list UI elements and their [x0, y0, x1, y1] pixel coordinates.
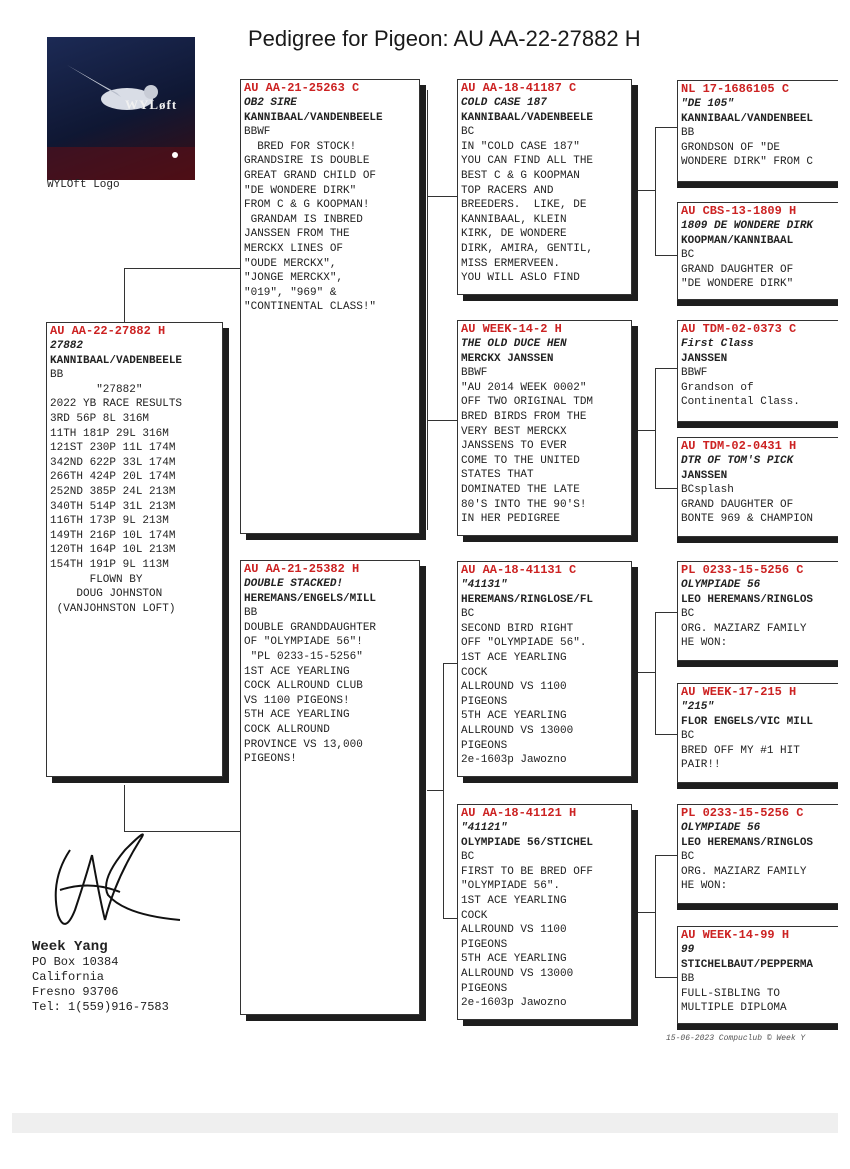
connector-line — [655, 734, 677, 735]
connector-line — [427, 420, 457, 421]
great-grandparent-card — [677, 926, 838, 1024]
strain: JANSSEN — [681, 469, 728, 482]
pigeon-name: "41131" — [461, 579, 508, 591]
connector-line — [124, 268, 125, 323]
color: BB — [244, 607, 258, 620]
color: BB — [681, 973, 695, 986]
connector-line — [655, 368, 656, 488]
owner-name: Week Yang — [32, 939, 108, 955]
scan-edge — [12, 1113, 838, 1133]
ring-number: AU WEEK-14-99 H — [681, 928, 790, 942]
ring-number: AU CBS-13-1809 H — [681, 204, 797, 218]
pigeon-name: DOUBLE STACKED! — [244, 578, 344, 590]
color: BC — [461, 126, 475, 139]
color: BC — [681, 249, 695, 262]
ring-number: AU AA-18-41131 C — [461, 563, 577, 577]
notes: FIRST TO BE BRED OFF "OLYMPIADE 56". 1ST ACE YEARLING COCK ALLROUND VS 1100 PIGEONS 5TH ACE YEARLING ALLROUND VS 13000 PIGEONS 2e-1603p Jawozno — [461, 865, 594, 1010]
pigeon-name: OLYMPIADE 56 — [681, 579, 761, 591]
notes: SECOND BIRD RIGHT OFF "OLYMPIADE 56". 1ST ACE YEARLING COCK ALLROUND VS 1100 PIGEONS 5TH ACE YEARLING ALLROUND VS 13000 PIGEONS 2e-1603p Jawozno — [461, 622, 587, 767]
connector-line — [427, 90, 428, 530]
connector-line — [655, 855, 677, 856]
owner-block — [32, 940, 169, 1015]
connector-line — [655, 612, 656, 734]
logo-caption: WYLOft Logo — [47, 179, 120, 191]
notes: Grandson of Continental Class. — [681, 381, 800, 409]
great-grandparent-card — [677, 202, 838, 300]
strain: HEREMANS/RINGLOSE/FL — [461, 593, 594, 606]
notes: IN "COLD CASE 187" YOU CAN FIND ALL THE BEST C & G KOOPMAN TOP RACERS AND BREEDERS. LIKE, DE KANNIBAAL, KLEIN KIRK, DE WONDERE DIRK, AMIRA, GENTIL, MISS ERMERVEEN. YOU WILL ASLO FIND — [461, 140, 594, 285]
great-grandparent-card — [677, 804, 838, 904]
color: BB — [50, 369, 64, 382]
ring-number: AU AA-21-25382 H — [244, 562, 360, 576]
ring-number: AU WEEK-14-2 H — [461, 322, 562, 336]
strain: OLYMPIADE 56/STICHEL — [461, 836, 594, 849]
notes: ORG. MAZIARZ FAMILY HE WON: — [681, 865, 807, 893]
notes: FULL-SIBLING TO MULTIPLE DIPLOMA — [681, 987, 787, 1015]
loft-logo — [47, 37, 195, 180]
pigeon-name: 27882 — [50, 340, 84, 352]
strain: MERCKX JANSSEN — [461, 352, 554, 365]
granddam-sire-side-card — [457, 320, 632, 536]
strain: KANNIBAAL/VANDENBEELE — [244, 111, 383, 124]
connector-line — [638, 672, 655, 673]
great-grandparent-card — [677, 683, 838, 783]
notes: BRED FOR STOCK! GRANDSIRE IS DOUBLE GREAT GRAND CHILD OF "DE WONDERE DIRK" FROM C & G KOOPMAN! GRANDAM IS INBRED JANSSEN FROM THE MERCKX LINES OF "OUDE MERCKX", "JONGE MERCKX", "019", "969" & "CONTINENTAL CLASS!" — [244, 140, 377, 314]
footer-credit: 15-06-2023 Compuclub © Week Y — [666, 1034, 806, 1043]
great-grandparent-card — [677, 561, 838, 661]
strain: KANNIBAAL/VADENBEELE — [461, 111, 594, 124]
color: BC — [461, 608, 475, 621]
strain: KOOPMAN/KANNIBAAL — [681, 234, 794, 247]
strain: LEO HEREMANS/RINGLOS — [681, 836, 814, 849]
connector-line — [443, 918, 457, 919]
color: BBWF — [461, 367, 488, 380]
ring-number: AU TDM-02-0431 H — [681, 439, 797, 453]
color: BB — [681, 127, 695, 140]
connector-line — [443, 663, 457, 664]
ring-number: AU TDM-02-0373 C — [681, 322, 797, 336]
ring-number: AU WEEK-17-215 H — [681, 685, 797, 699]
great-grandparent-card — [677, 80, 838, 182]
strain: KANNIBAAL/VADENBEELE — [50, 354, 183, 367]
strain: FLOR ENGELS/VIC MILL — [681, 715, 814, 728]
notes: BRED OFF MY #1 HIT PAIR!! — [681, 744, 800, 772]
color: BC — [681, 851, 695, 864]
notes: GRAND DAUGHTER OF "DE WONDERE DIRK" — [681, 263, 794, 291]
connector-line — [427, 790, 443, 791]
notes: ORG. MAZIARZ FAMILY HE WON: — [681, 622, 807, 650]
subject-pigeon-card — [46, 322, 223, 777]
connector-line — [655, 488, 677, 489]
connector-line — [655, 255, 677, 256]
pigeon-name: "DE 105" — [681, 98, 734, 110]
pigeon-name: OB2 SIRE — [244, 97, 297, 109]
color: BBWF — [244, 126, 271, 139]
connector-line — [124, 268, 240, 269]
pigeon-name: First Class — [681, 338, 754, 350]
ring-number: AU AA-18-41187 C — [461, 81, 577, 95]
color: BBWF — [681, 367, 708, 380]
strain: HEREMANS/ENGELS/MILL — [244, 592, 377, 605]
notes: "27882" 2022 YB RACE RESULTS 3RD 56P 8L 316M 11TH 181P 29L 316M 121ST 230P 11L 174M 342ND 622P 33L 174M 266TH 424P 20L 174M 252ND 385P 24L 213M 340TH 514P 31L 213M 116TH 173P 9L 213M 149TH 216P 10L 174M 120TH 164P 10L 213M 154TH 191P 9L 113M FLOWN BY DOUG JOHNSTON (VANJOHNSTON LOFT) — [50, 383, 183, 615]
granddam-dam-side-card — [457, 804, 632, 1020]
pigeon-name: DTR OF TOM'S PICK — [681, 455, 794, 467]
page-title: Pedigree for Pigeon: AU AA-22-27882 H — [248, 26, 641, 51]
pigeon-name: "41121" — [461, 822, 508, 834]
ring-number: PL 0233-15-5256 C — [681, 806, 804, 820]
ring-number: AU AA-21-25263 C — [244, 81, 360, 95]
ring-number: PL 0233-15-5256 C — [681, 563, 804, 577]
grandsire-sire-side-card — [457, 79, 632, 295]
connector-line — [638, 190, 655, 191]
connector-line — [655, 612, 677, 613]
connector-line — [655, 127, 656, 255]
ring-number: AU AA-22-27882 H — [50, 324, 166, 338]
great-grandparent-card — [677, 437, 838, 537]
pigeon-name: THE OLD DUCE HEN — [461, 338, 567, 350]
connector-line — [638, 430, 655, 431]
connector-line — [655, 368, 677, 369]
notes: "AU 2014 WEEK 0002" OFF TWO ORIGINAL TDM BRED BIRDS FROM THE VERY BEST MERCKX JANSSENS TO EVER COME TO THE UNITED STATES THAT DOMINATED THE LATE 80'S INTO THE 90'S! IN HER PEDIGREE — [461, 381, 594, 526]
color: BC — [461, 851, 475, 864]
connector-line — [655, 977, 677, 978]
strain: STICHELBAUT/PEPPERMA — [681, 958, 814, 971]
color: BCsplash — [681, 484, 734, 497]
notes: GRONDSON OF "DE WONDERE DIRK" FROM C — [681, 141, 814, 169]
pigeon-name: 1809 DE WONDERE DIRK — [681, 220, 814, 232]
dam-card — [240, 560, 420, 1015]
grandsire-dam-side-card — [457, 561, 632, 777]
connector-line — [443, 663, 444, 918]
strain: JANSSEN — [681, 352, 728, 365]
strain: KANNIBAAL/VANDENBEEL — [681, 112, 814, 125]
connector-line — [427, 196, 457, 197]
great-grandparent-card — [677, 320, 838, 422]
connector-line — [655, 127, 677, 128]
handwritten-signature — [30, 820, 190, 940]
sire-card — [240, 79, 420, 534]
strain: LEO HEREMANS/RINGLOS — [681, 593, 814, 606]
notes: GRAND DAUGHTER OF BONTE 969 & CHAMPION — [681, 498, 814, 526]
color: BC — [681, 608, 695, 621]
color: BC — [681, 730, 695, 743]
owner-address: PO Box 10384 California Fresno 93706 Tel: 1(559)916-7583 — [32, 955, 169, 1014]
notes: DOUBLE GRANDDAUGHTER OF "OLYMPIADE 56"! "PL 0233-15-5256" 1ST ACE YEARLING COCK ALLROUND CLUB VS 1100 PIGEONS! 5TH ACE YEARLING COCK ALLROUND PROVINCE VS 13,000 PIGEONS! — [244, 621, 377, 766]
connector-line — [655, 855, 656, 977]
pigeon-name: 99 — [681, 944, 695, 956]
pigeon-name: COLD CASE 187 — [461, 97, 547, 109]
connector-line — [638, 912, 655, 913]
ring-number: NL 17-1686105 C — [681, 82, 790, 96]
pigeon-name: OLYMPIADE 56 — [681, 822, 761, 834]
ring-number: AU AA-18-41121 H — [461, 806, 577, 820]
logo-text: WYLøft — [125, 97, 178, 112]
pigeon-name: "215" — [681, 701, 715, 713]
